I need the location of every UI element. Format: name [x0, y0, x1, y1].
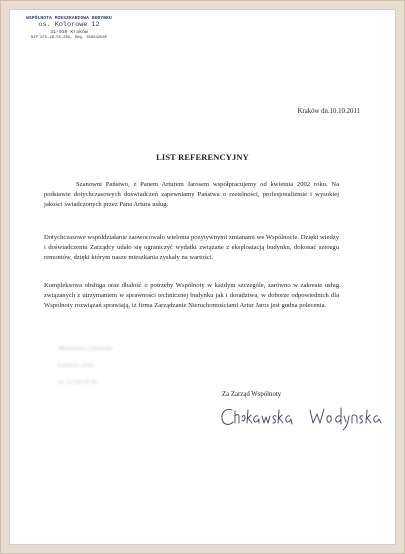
redacted-phone: tel. 12 666 45 95 [58, 380, 97, 386]
paragraph-text: Dotychczasowe współdziałanie zaowocowało wieloma pozytywnymi zmianami we Wspólnocie. Dzięki wiedzy i doświadczeniu Zarządcy udało się ograniczyć wydatki związane z eksploatacją budynku, dokonać szeregu remontów, dzięki którym nasze mieszkania zyskały na wartości. [44, 234, 339, 261]
letter-sheet [9, 9, 396, 545]
paragraph-text: Kompleksowa obsługa oraz dbałość o potrzeby Wspólnoty w każdym szczególe, zarówno w zakresie usług związanych z utrzymaniem w sprawności technicznej budynku jak i doradztwa, w doborze odpowiednich dla Wspólnoty rozwiązań sprawiają, iż firma Zarządzanie Nieruchomościami Artur Jaros jest godna polecenia. [44, 282, 339, 309]
redacted-address: Kolorowe 12/49 [58, 363, 95, 369]
letter-date: Kraków dn.10.10.2011 [297, 108, 360, 115]
redacted-name: Władysława Ciekawska [58, 346, 113, 352]
paragraph-1 [44, 180, 339, 210]
company-stamp [17, 16, 121, 40]
paragraph-2 [44, 233, 339, 263]
closing-line: Za Zarząd Wspólnoty [222, 391, 282, 398]
letter-title: LIST REFERENCYJNY [156, 153, 249, 162]
handwritten-signature [218, 402, 393, 437]
stamp-line-3: 31-939 Kraków [50, 30, 88, 36]
paragraph-3 [44, 281, 339, 311]
stamp-line-2: os. Kolorowe 12 [38, 21, 100, 30]
stamp-line-1: WSPÓLNOTA MIESZKANIOWA BUDYNKU [26, 16, 112, 21]
paragraph-text: Szanowni Państwo, z Panem Arturem Jarosem współpracujemy od kwietnia 2002 roku. Na podstawie dotychczasowych doświadczeń zapewniamy Państwa o rzetelności, profesjonalizmie i wysokiej jakości świadczonych przez Pana Artura usług. [44, 181, 339, 208]
stamp-line-4: NIP 675-28-55-255, Reg. 356842565 [31, 35, 107, 40]
